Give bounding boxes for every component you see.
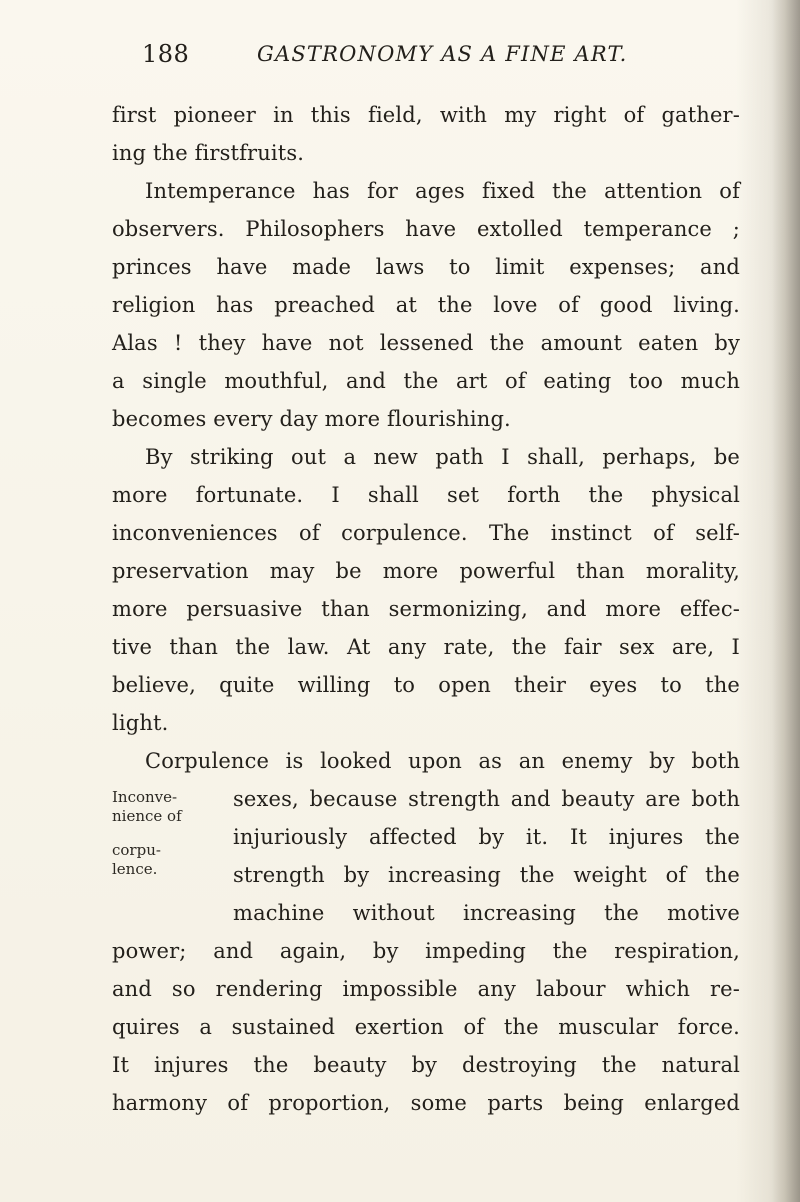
text-line-13: preservation may be more powerful than morality,	[112, 559, 740, 583]
running-title: GASTRONOMY AS A FINE ART.	[257, 42, 628, 66]
sidenote-line-1: Inconve-	[112, 788, 178, 806]
text-line-27: harmony of proportion, some parts being enlarged	[112, 1091, 740, 1115]
text-line-20: injuriously affected by it. It injures the	[233, 825, 740, 849]
text-line-8: a single mouthful, and the art of eating too much	[112, 369, 740, 393]
text-line-22: machine without increasing the motive	[233, 901, 740, 925]
sidenote-line-4: lence.	[112, 860, 158, 878]
text-line-12: inconveniences of corpulence. The instinct of self-	[112, 521, 740, 545]
text-line-25: quires a sustained exertion of the muscular force.	[112, 1015, 740, 1039]
text-line-4: observers. Philosophers have extolled temperance ;	[112, 217, 740, 241]
page-header	[142, 40, 752, 80]
text-line-11: more fortunate. I shall set forth the physical	[112, 483, 740, 507]
text-line-19: sexes, because strength and beauty are both	[233, 787, 740, 811]
text-line-10: By striking out a new path I shall, perhaps, be	[145, 445, 740, 469]
text-line-18: Corpulence is looked upon as an enemy by both	[145, 749, 740, 773]
sidenote-line-2: nience of	[112, 807, 182, 825]
text-line-17: light.	[112, 711, 169, 735]
text-line-2: ing the firstfruits.	[112, 141, 305, 165]
text-line-15: tive than the law. At any rate, the fair sex are, I	[112, 635, 740, 659]
page-number: 188	[142, 40, 190, 68]
text-line-14: more persuasive than sermonizing, and more effec-	[112, 597, 740, 621]
text-line-5: princes have made laws to limit expenses; and	[112, 255, 740, 279]
text-line-1: first pioneer in this field, with my right of gather-	[112, 103, 740, 127]
sidenote-line-3: corpu-	[112, 841, 161, 859]
text-line-16: believe, quite willing to open their eyes to the	[112, 673, 740, 697]
page-edge-shadow	[772, 0, 800, 1202]
text-line-6: religion has preached at the love of good living.	[112, 293, 740, 317]
text-line-9: becomes every day more flourishing.	[112, 407, 511, 431]
text-line-21: strength by increasing the weight of the	[233, 863, 740, 887]
text-line-26: It injures the beauty by destroying the natural	[112, 1053, 740, 1077]
text-line-7: Alas ! they have not lessened the amount eaten by	[112, 331, 740, 355]
text-line-3: Intemperance has for ages fixed the attention of	[145, 179, 740, 203]
text-line-24: and so rendering impossible any labour which re-	[112, 977, 740, 1001]
text-line-23: power; and again, by impeding the respiration,	[112, 939, 740, 963]
